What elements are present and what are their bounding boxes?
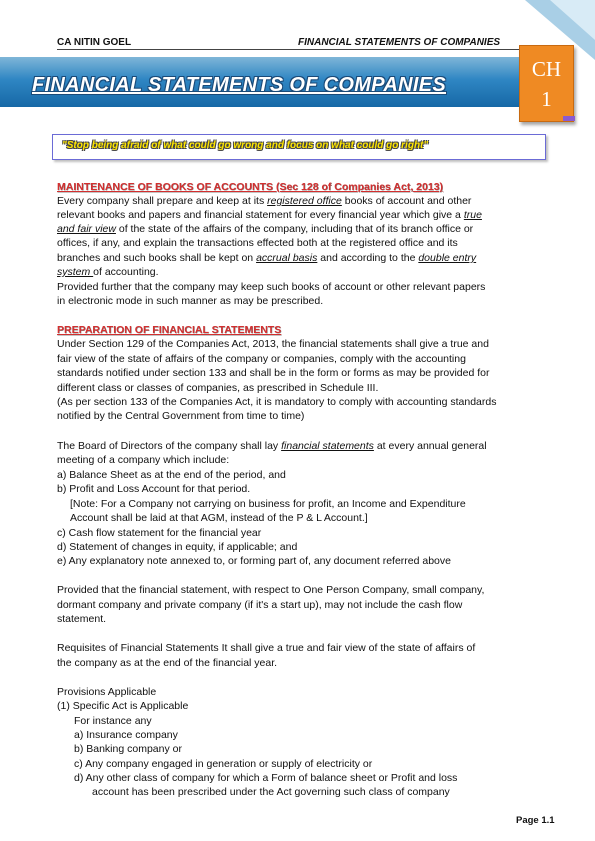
section-heading-preparation: PREPARATION OF FINANCIAL STATEMENTS: [57, 324, 282, 336]
list-intro: For instance any: [74, 715, 152, 727]
text-span: of accounting.: [93, 266, 159, 278]
text-span: relevant books and papers and financial statement for every financial year which give a: [57, 209, 464, 221]
paragraph-line: offices, if any, and explain the transactions effected both at the registered office and its: [57, 237, 458, 249]
paragraph-line: [57, 208, 554, 222]
text-span: Every company shall prepare and keep at its: [57, 195, 268, 207]
paragraph-line: [57, 251, 554, 265]
paragraph-line: [57, 265, 554, 279]
paragraph-line: Requisites of Financial Statements It shall give a true and fair view of the state of affairs of: [57, 642, 476, 654]
list-item: a) Insurance company: [74, 729, 178, 741]
list-item: d) Statement of changes in equity, if applicable; and: [57, 541, 298, 553]
list-item: d) Any other class of company for which a Form of balance sheet or Profit and loss: [74, 772, 458, 784]
list-item: (1) Specific Act is Applicable: [57, 700, 189, 712]
text-span: of the state of the affairs of the company, including that of its branch office or: [115, 223, 474, 235]
chapter-number: 1: [541, 87, 552, 111]
text-span: books of account and other: [341, 195, 472, 207]
term-system: system: [57, 266, 94, 278]
term-double-entry: double entry: [418, 252, 477, 264]
paragraph-line: [57, 222, 554, 236]
list-item: c) Cash flow statement for the financial year: [57, 527, 262, 539]
list-item: e) Any explanatory note annexed to, or forming part of, any document referred above: [57, 555, 451, 567]
banner-title: FINANCIAL STATEMENTS OF COMPANIES: [32, 74, 446, 96]
text-span: branches and such books shall be kept on: [57, 252, 257, 264]
note-line: Account shall be laid at that AGM, instead of the P & L Account.]: [70, 512, 368, 524]
text-span: The Board of Directors of the company shall lay: [57, 440, 282, 452]
paragraph-line: [57, 439, 554, 453]
term-registered-office: registered office: [267, 195, 342, 207]
paragraph-line: different class or classes of companies, as prescribed in Schedule III.: [57, 382, 379, 394]
term-true: true: [463, 209, 482, 221]
chapter-badge: [519, 45, 574, 122]
subheading-provisions: Provisions Applicable: [57, 686, 157, 698]
paragraph-line: Provided that the financial statement, with respect to One Person Company, small company,: [57, 584, 485, 596]
list-item: a) Balance Sheet as at the end of the period, and: [57, 469, 286, 481]
paragraph-line: Provided further that the company may keep such books of account or other relevant papers: [57, 281, 486, 293]
header-rule: [57, 49, 525, 50]
term-accrual-basis: accrual basis: [256, 252, 318, 264]
header-doc-title: FINANCIAL STATEMENTS OF COMPANIES: [298, 37, 501, 48]
section-heading-maintenance: MAINTENANCE OF BOOKS OF ACCOUNTS (Sec 128 of Companies Act, 2013): [57, 181, 444, 193]
badge-accent: [563, 116, 575, 121]
paragraph-line: (As per section 133 of the Companies Act, it is mandatory to comply with accounting standards: [57, 396, 497, 408]
list-item: c) Any company engaged in generation or supply of electricity or: [74, 758, 373, 770]
term-financial-statements: financial statements: [281, 440, 374, 452]
page-number: Page 1.1: [516, 815, 555, 826]
note-line: [Note: For a Company not carrying on business for profit, an Income and Expenditure: [70, 498, 466, 510]
text-span: and according to the: [317, 252, 419, 264]
paragraph-line: meeting of a company which include:: [57, 454, 230, 466]
paragraph-line: statement.: [57, 613, 107, 625]
list-item-continued: account has been prescribed under the Act governing such class of company: [92, 786, 450, 798]
chapter-label: CH: [531, 57, 562, 81]
paragraph-line: in electronic mode in such manner as may be prescribed.: [57, 295, 324, 307]
term-fair-view: and fair view: [57, 223, 116, 235]
paragraph-line: notified by the Central Government from time to time): [57, 410, 305, 422]
list-item: b) Banking company or: [74, 743, 182, 755]
header-author: CA NITIN GOEL: [57, 37, 132, 48]
quote-text: "Stop being afraid of what could go wrong and focus on what could go right": [62, 140, 429, 151]
paragraph-line: Under Section 129 of the Companies Act, 2013, the financial statements shall give a true and: [57, 338, 489, 350]
paragraph-line: dormant company and private company (if it's a start up), may not include the cash flow: [57, 599, 463, 611]
paragraph-line: [57, 194, 554, 208]
paragraph-line: the company as at the end of the financial year.: [57, 657, 278, 669]
text-span: at every annual general: [373, 440, 487, 452]
paragraph-line: fair view of the state of affairs of the company or companies, comply with the accounting: [57, 353, 466, 365]
list-item: b) Profit and Loss Account for that period.: [57, 483, 251, 495]
paragraph-line: standards notified under section 133 and shall be in the form or forms as may be provided for: [57, 367, 490, 379]
